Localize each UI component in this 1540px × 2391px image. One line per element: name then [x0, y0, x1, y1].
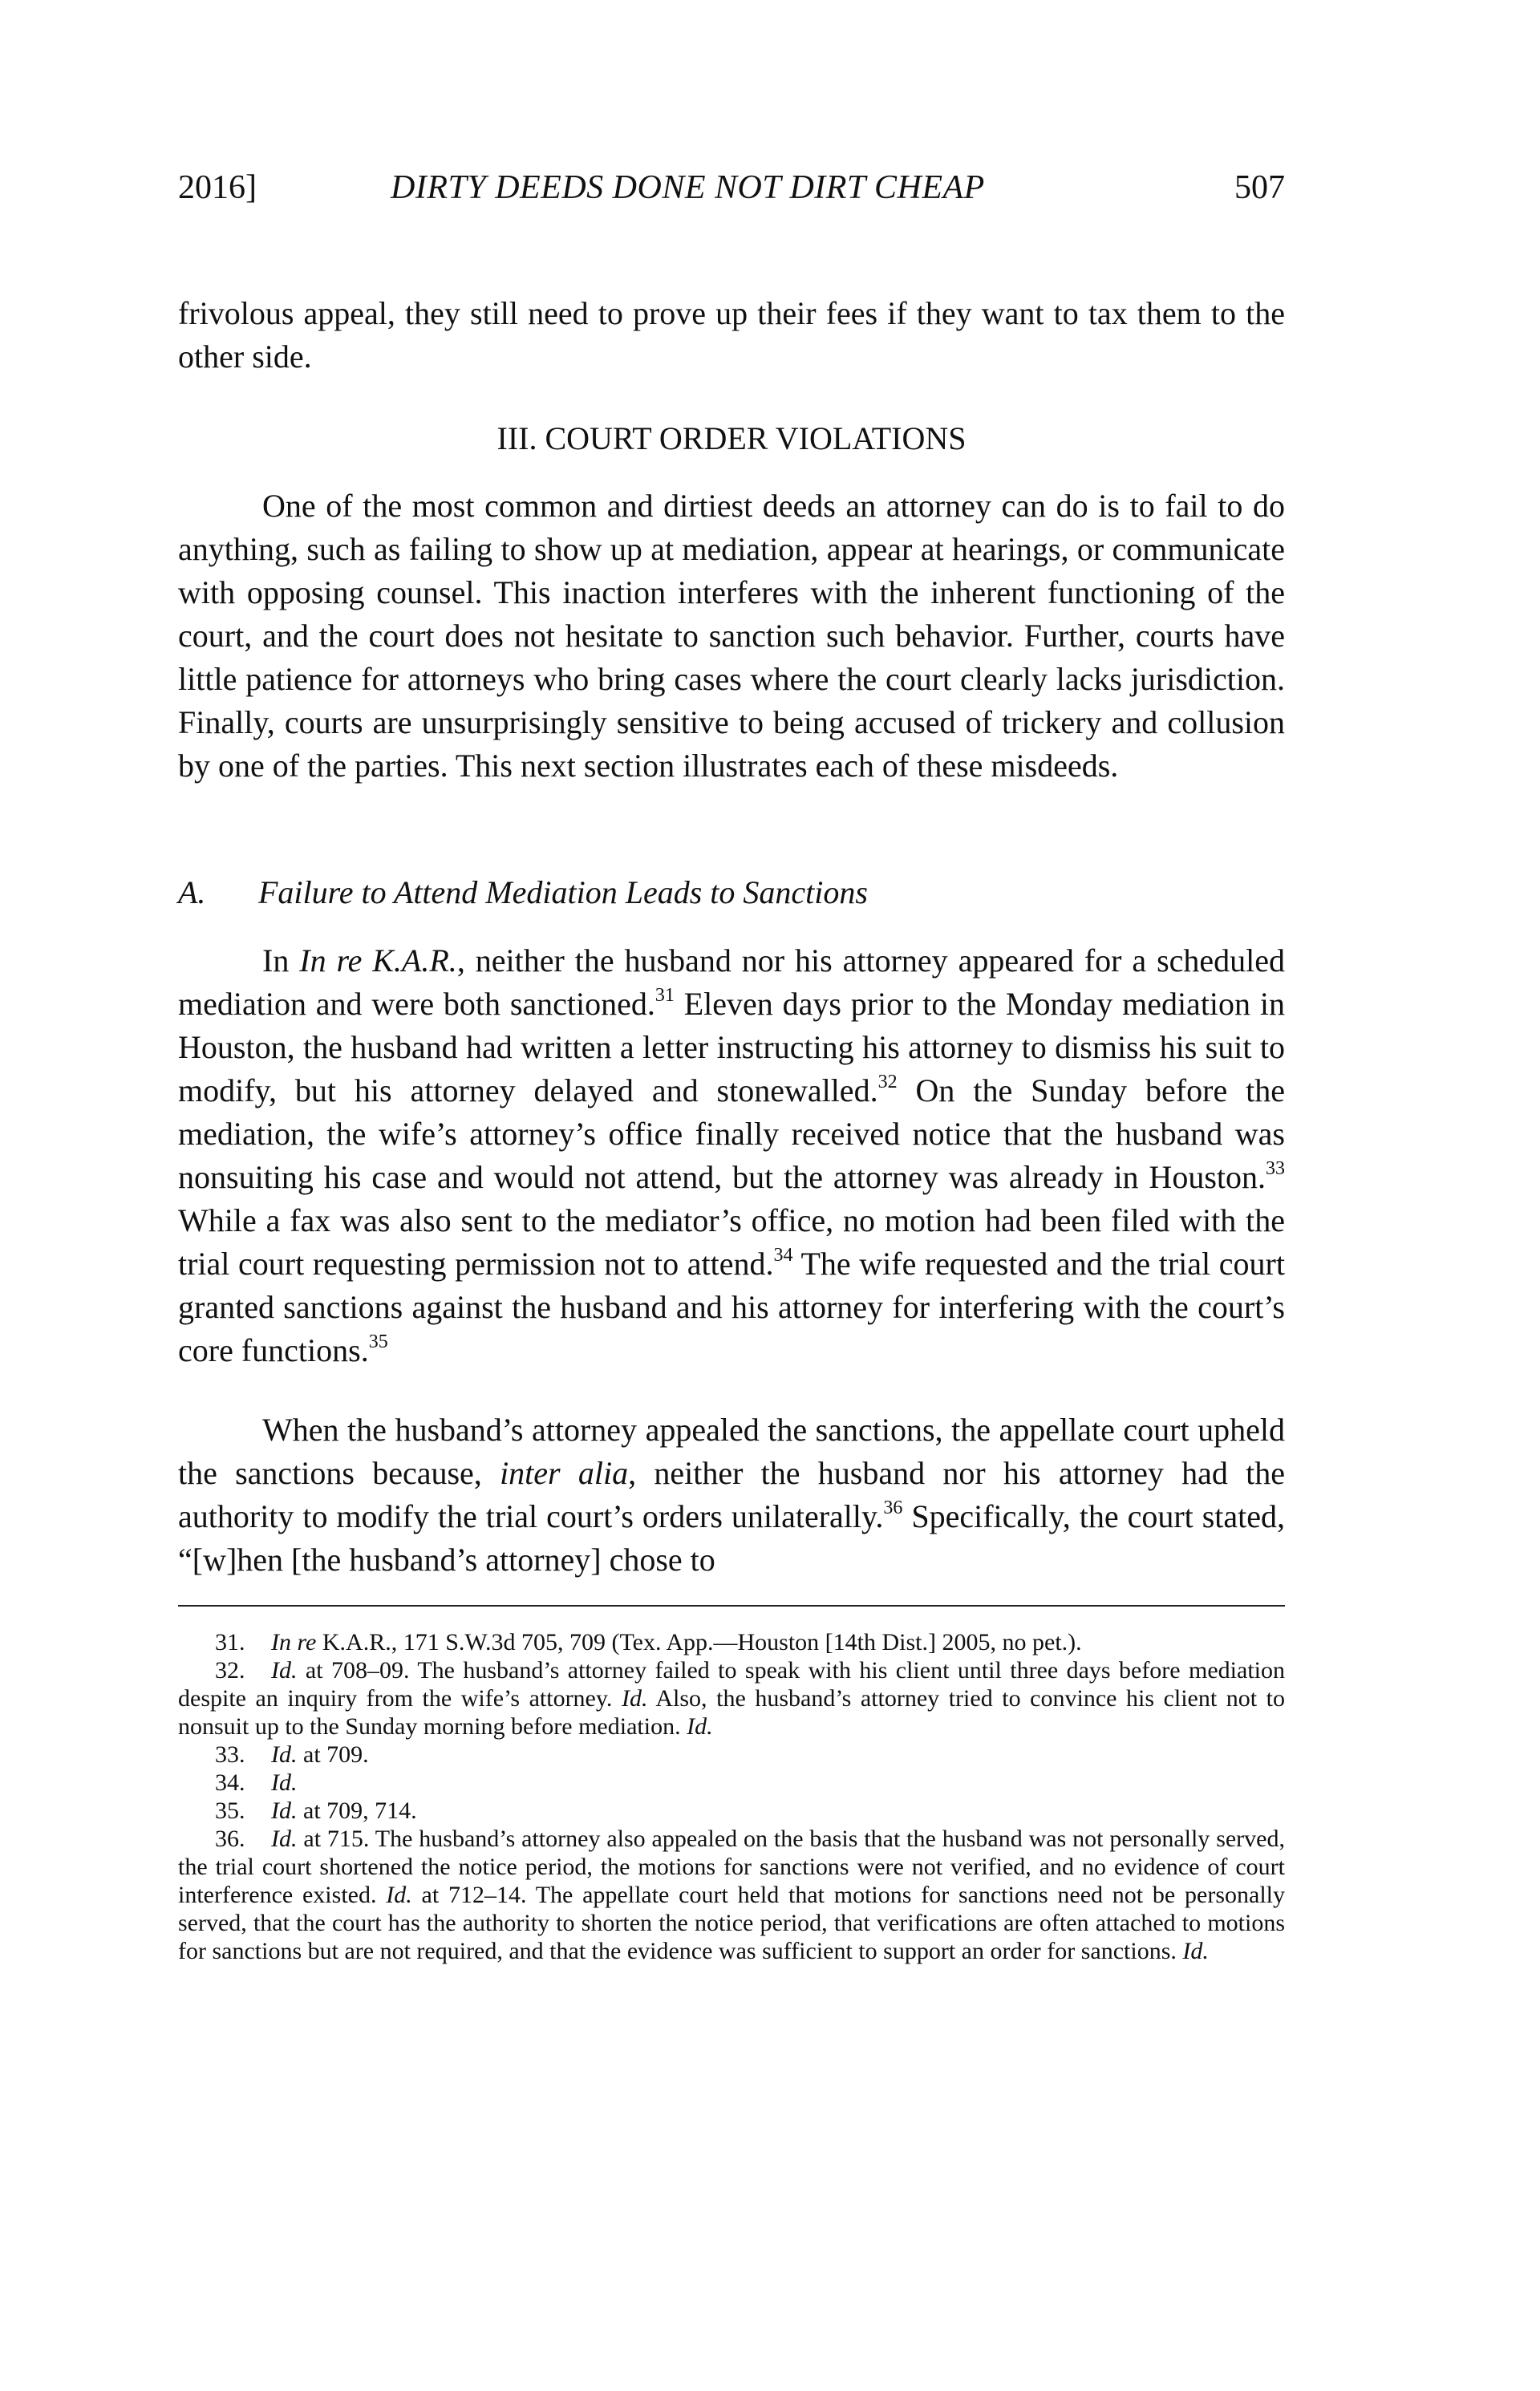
- running-header: [178, 168, 1285, 217]
- footnote-text: at 712–14. The appellate court held that motions for sanctions need not be personally served, that the court has the authority to shorten the notice period, that verifications are often attached to motions for sanctions but are not required, and that the evidence was sufficient to support an order for sanctions.: [178, 1882, 1285, 1964]
- text-run: Specifically, the court stated, “[w]hen [the husband’s attorney] chose to: [178, 1498, 1286, 1578]
- footnote-32: [178, 1656, 1285, 1741]
- citation-italic: Id.: [271, 1769, 298, 1796]
- paragraph-appeal: [178, 1408, 1285, 1582]
- footnotes: [178, 1628, 1285, 1965]
- subsection-heading: [178, 871, 1285, 914]
- header-title: DIRTY DEEDS DONE NOT DIRT CHEAP: [391, 169, 985, 206]
- section-heading: III. COURT ORDER VIOLATIONS: [496, 420, 967, 456]
- subsection-title: Failure to Attend Mediation Leads to Sanctions: [258, 874, 868, 910]
- text-run: When the husband’s attorney appealed the sanctions, the appellate court upheld the sanctions because,: [178, 1412, 1285, 1491]
- latin-phrase: inter alia: [500, 1455, 629, 1491]
- text-run: In: [262, 942, 300, 979]
- citation-italic: Id.: [386, 1882, 412, 1908]
- citation-italic: Id.: [271, 1657, 298, 1684]
- footnote-number: 31.: [215, 1629, 245, 1655]
- citation-italic: Id.: [621, 1685, 648, 1712]
- section-paragraph: One of the most common and dirtiest deeds an attorney can do is to fail to do anything, such as failing to show up at mediation, appear at hearings, or communicate with opposing counsel. This inaction interferes with the inherent functioning of the court, and the court does not hesitate to sanction such behavior. Further, courts have little patience for attorneys who bring cases where the court clearly lacks jurisdiction. Finally, courts are unsurprisingly sensitive to being accused of trickery and collusion by one of the parties. This next section illustrates each of these misdeeds.: [178, 488, 1285, 784]
- footnote-33: [178, 1741, 1285, 1769]
- citation-italic: Id.: [687, 1713, 713, 1740]
- text-run: , neither the husband nor his attorney had the authority to modify the trial court’s orders unilaterally.: [178, 1455, 1285, 1534]
- footnote-ref-31[interactable]: 31: [654, 985, 675, 1006]
- footnote-text: at 709, 714.: [297, 1797, 417, 1824]
- citation-italic: Id.: [271, 1797, 298, 1824]
- footnote-36: [178, 1825, 1285, 1965]
- citation-italic: Id.: [271, 1826, 298, 1852]
- footnote-number: 34.: [215, 1769, 245, 1796]
- footnote-number: 35.: [215, 1797, 245, 1824]
- footnote-ref-34[interactable]: 34: [773, 1245, 793, 1266]
- footnote-34: [178, 1769, 1285, 1797]
- footnote-ref-33[interactable]: 33: [1266, 1158, 1285, 1179]
- citation-italic: Id.: [271, 1741, 298, 1768]
- header-year: 2016]: [178, 169, 257, 206]
- footnote-text: Also, the husband’s attorney tried to convince his client not to nonsuit up to the Sunday morning before mediation.: [178, 1685, 1285, 1740]
- intro-paragraph: frivolous appeal, they still need to prove up their fees if they want to tax them to the other side.: [178, 295, 1285, 375]
- page-number: 507: [1234, 169, 1285, 206]
- citation-italic: Id.: [1182, 1938, 1209, 1964]
- text-run: Eleven days prior to the Monday mediation in Houston, the husband had written a letter instructing his attorney to dismiss his suit to modify, but his attorney delayed and stonewalled.: [178, 986, 1285, 1108]
- subsection-number: A.: [178, 874, 206, 910]
- text-run: While a fax was also sent to the mediator’s office, no motion had been filed with the trial court requesting permission not to attend.: [178, 1202, 1285, 1282]
- footnote-ref-35[interactable]: 35: [368, 1331, 388, 1352]
- text-run: On the Sunday before the mediation, the wife’s attorney’s office finally received notice that the husband was nonsuiting his case and would not attend, but the attorney was already in Houston.: [178, 1072, 1285, 1195]
- footnote-divider: [178, 1605, 1285, 1607]
- footnote-number: 32.: [215, 1657, 245, 1684]
- footnote-text: at 709.: [297, 1741, 369, 1768]
- footnote-text: K.A.R., 171 S.W.3d 705, 709 (Tex. App.—Houston [14th Dist.] 2005, no pet.).: [316, 1629, 1082, 1655]
- citation-italic: In re: [271, 1629, 317, 1655]
- footnote-35: [178, 1797, 1285, 1825]
- paragraph-in-re-kar: [178, 939, 1285, 1372]
- text-run: , neither the husband nor his attorney appeared for a scheduled mediation and were both sanctioned.: [178, 942, 1286, 1022]
- footnote-number: 36.: [215, 1826, 245, 1852]
- text-run: The wife requested and the trial court granted sanctions against the husband and his attorney for interfering with the court’s core functions.: [178, 1246, 1285, 1368]
- footnote-31: [178, 1628, 1285, 1656]
- footnote-text: at 715. The husband’s attorney also appealed on the basis that the husband was not personally served, the trial court shortened the notice period, the motions for sanctions were not verified, and no evidence of court interference existed.: [178, 1826, 1285, 1908]
- case-name: In re K.A.R.: [299, 942, 457, 979]
- footnote-ref-32[interactable]: 32: [877, 1072, 898, 1092]
- footnote-number: 33.: [215, 1741, 245, 1768]
- footnote-ref-36[interactable]: 36: [883, 1497, 903, 1518]
- footnote-text: at 708–09. The husband’s attorney failed to speak with his client until three days before mediation despite an inquiry from the wife’s attorney.: [178, 1657, 1285, 1712]
